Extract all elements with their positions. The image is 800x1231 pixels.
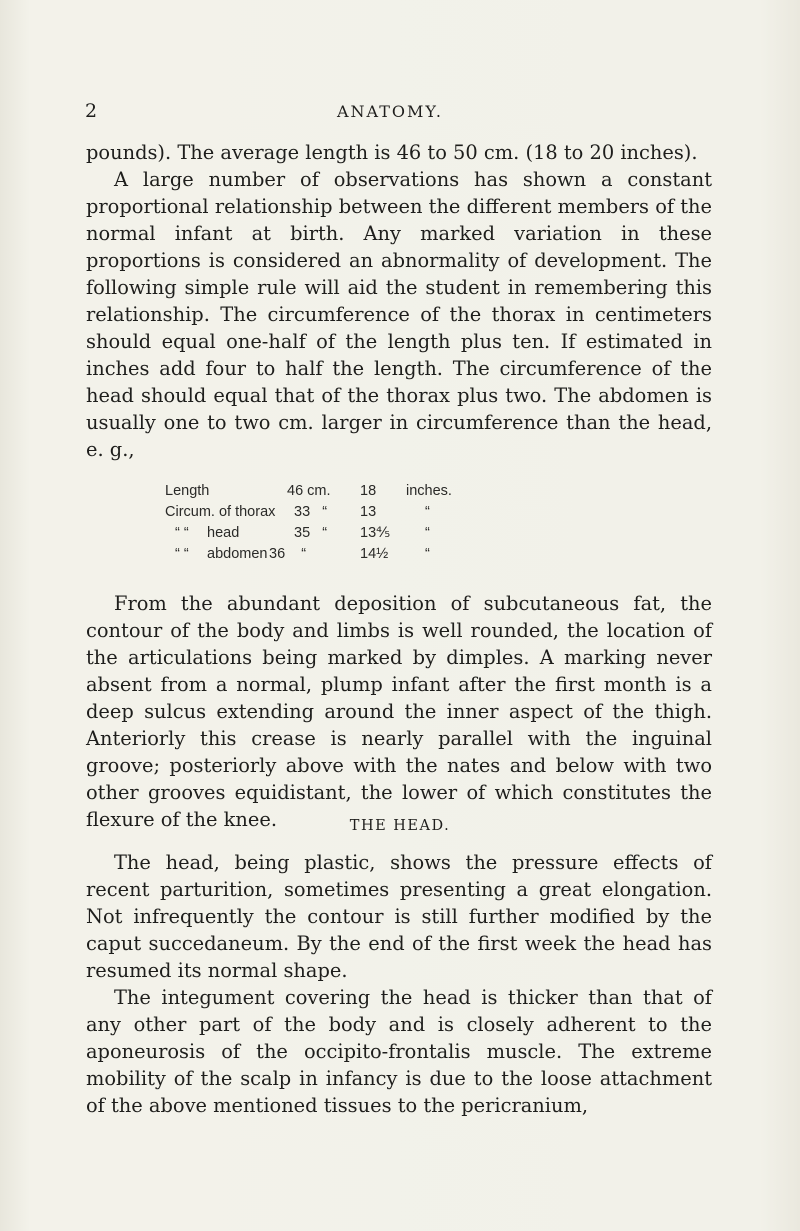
section-heading: THE HEAD. [349,818,451,834]
measurement-cm-value: 35 [294,525,311,541]
measurement-cm-value: 46 [287,483,304,499]
page-header [0,100,800,140]
measurement-label: Length [165,483,210,499]
text-block-contour [86,590,712,833]
measurement-label: Circum. of thorax [165,504,276,520]
measurement-row [165,502,625,523]
paragraph-head-shape: The head, being plastic, shows the pressure effects of recent parturition, sometimes presenting a great elongation. Not infrequently the contour is still further modified by the caput succedaneum. By the end of the first week the head has resumed its normal shape. [86,851,712,982]
measurement-cm-unit: “ [322,504,328,520]
measurement-cm-unit: cm. [307,483,331,499]
measurement-inches: 13⅘ [360,525,391,541]
measurement-label: head [207,525,240,541]
measurement-cm [269,544,323,565]
measurement-inches: 13 [360,504,377,520]
page-number: 2 [85,100,99,122]
text-block-intro [86,139,712,463]
text-block-head [86,849,712,1119]
measurement-cm [294,523,348,544]
paragraph-integument: The integument covering the head is thicker than that of any other part of the body and is closely adherent to the aponeurosis of the occipito-frontalis muscle. The extreme mobility of the scalp in infancy is due to the loose attachment of the above mentioned tissues to the pericranium, [86,986,712,1117]
ditto-mark: “ “ [175,546,189,562]
measurement-row [165,481,625,502]
measurement-cm-unit: “ [322,525,328,541]
paragraph-contour: From the abundant deposition of subcutaneous fat, the contour of the body and limbs is well rounded, the location of the articulations being marked by dimples. A marking never absent from a normal, plump infant after the first month is a deep sulcus extending around the inner aspect of the thigh. Anteriorly this crease is nearly parallel with the inguinal groove; posteriorly above with the nates and below with two other grooves equidistant, the lower of which constitutes the flexure of the knee. [86,592,712,831]
measurement-cm-unit: “ [301,546,307,562]
paragraph-length: pounds). The average length is 46 to 50 cm. (18 to 20 inches). [86,141,698,164]
measurement-inches-unit: inches. [406,483,452,499]
measurement-inches: 18 [360,483,377,499]
running-head: ANATOMY. [337,102,443,121]
measurement-row [165,544,625,565]
measurement-inches-unit: “ [425,504,430,520]
ditto-mark: “ “ [175,525,189,541]
measurement-row [165,523,625,544]
measurement-cm-value: 36 [269,546,286,562]
measurement-cm [294,502,348,523]
measurement-inches: 14½ [360,546,389,562]
measurement-table [165,481,625,565]
measurement-inches-unit: “ [425,546,430,562]
measurement-cm [287,481,341,502]
measurement-cm-value: 33 [294,504,311,520]
paragraph-proportions: A large number of observations has shown a constant proportional relationship between the different members of the normal infant at birth. Any marked variation in these proportions is considered an abnormality of development. The following simple rule will aid the student in remembering this relationship. The circumference of the thorax in centimeters should equal one-half of the length plus ten. If estimated in inches add four to half the length. The circumference of the head should equal that of the thorax plus two. The abdomen is usually one to two cm. larger in circumference than the head, e. g., [86,168,712,461]
measurement-inches-unit: “ [425,525,430,541]
measurement-label: abdomen [207,546,268,562]
